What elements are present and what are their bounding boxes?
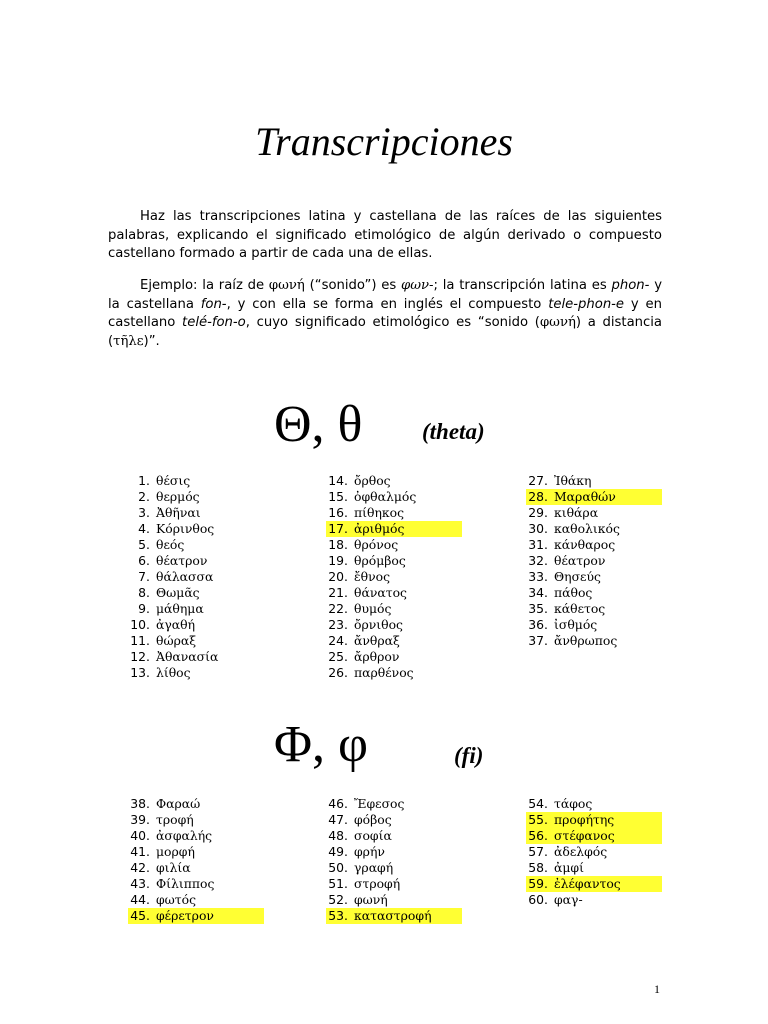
- item-number: 52.: [328, 892, 348, 907]
- item-number: 45.: [130, 908, 150, 923]
- item-number: 32.: [528, 553, 548, 568]
- example-text: ; la transcripción latina es: [433, 278, 612, 294]
- item-number: 28.: [528, 489, 548, 504]
- list-item: [128, 553, 218, 569]
- greek-word: πάθος: [554, 585, 593, 600]
- item-number: 49.: [328, 844, 348, 859]
- list-item: [128, 633, 218, 649]
- greek-word: Ἰθάκη: [554, 473, 592, 488]
- list-item: [128, 473, 218, 489]
- list-item: [326, 505, 462, 521]
- greek-word: Κόρινθος: [156, 521, 215, 536]
- item-number: 27.: [528, 473, 548, 488]
- example-greek-word: φωνή: [539, 315, 576, 331]
- list-item: [128, 860, 264, 876]
- greek-word: κάνθαρος: [554, 537, 616, 552]
- example-text: , y con ella se forma en inglés el compuesto: [226, 296, 549, 312]
- greek-word: θεός: [156, 537, 185, 552]
- greek-word: θρόνος: [354, 537, 399, 552]
- greek-word: στροφή: [354, 876, 401, 891]
- list-item: [326, 812, 462, 828]
- item-number: 50.: [328, 860, 348, 875]
- greek-word: ἄνθραξ: [354, 633, 400, 648]
- instructions-paragraph: Haz las transcripciones latina y castellana de las raíces de las siguientes palabras, explicando el significado etimológico de algún derivado o compuesto castellano formado a partir de cada una de ellas.: [108, 209, 662, 262]
- item-number: 3.: [138, 505, 150, 520]
- item-number: 2.: [138, 489, 150, 504]
- greek-word: μάθημα: [156, 601, 204, 616]
- item-number: 55.: [528, 812, 548, 827]
- greek-word: Θησεύς: [554, 569, 601, 584]
- item-number: 33.: [528, 569, 548, 584]
- list-item: [326, 860, 462, 876]
- greek-word: φαγ-: [554, 892, 583, 907]
- greek-word: ἄνθρωπος: [554, 633, 618, 648]
- list-item: [326, 489, 462, 505]
- word-list-column: [326, 796, 462, 924]
- greek-word: ὀφθαλμός: [354, 489, 417, 504]
- list-item: [526, 812, 662, 828]
- greek-word: Θωμᾶς: [156, 585, 200, 600]
- example-text: ) a distancia (: [108, 315, 663, 349]
- list-item: [326, 585, 462, 601]
- item-number: 29.: [528, 505, 548, 520]
- list-item: [526, 601, 662, 617]
- item-number: 59.: [528, 876, 548, 891]
- example-text: (“sonido”) es: [304, 278, 402, 294]
- list-item: [128, 601, 218, 617]
- item-number: 17.: [328, 521, 348, 536]
- greek-word: παρθένος: [354, 665, 414, 680]
- greek-word: Ἀθανασία: [156, 649, 219, 664]
- greek-word: θυμός: [354, 601, 392, 616]
- list-item: [326, 473, 462, 489]
- example-greek-word: φωνή: [268, 278, 305, 294]
- theta-letters: Θ, θ: [274, 396, 363, 453]
- greek-word: ἀγαθή: [156, 617, 196, 632]
- list-item: [526, 585, 662, 601]
- greek-word: θρόμβος: [354, 553, 406, 568]
- list-item: [526, 876, 662, 892]
- item-number: 5.: [138, 537, 150, 552]
- greek-word: φιλία: [156, 860, 191, 875]
- item-number: 36.: [528, 617, 548, 632]
- word-list-column: [128, 796, 264, 924]
- item-number: 56.: [528, 828, 548, 843]
- item-number: 14.: [328, 473, 348, 488]
- greek-word: φωνή: [354, 892, 388, 907]
- greek-word: πίθηκος: [354, 505, 405, 520]
- greek-word: Μαραθών: [554, 489, 616, 504]
- list-item: [128, 844, 264, 860]
- list-item: [526, 553, 662, 569]
- greek-word: θάνατος: [354, 585, 407, 600]
- list-item: [526, 844, 662, 860]
- item-number: 7.: [138, 569, 150, 584]
- list-item: [128, 665, 218, 681]
- word-list-column: [326, 473, 462, 681]
- greek-word: θέσις: [156, 473, 191, 488]
- list-item: [128, 489, 218, 505]
- list-item: [128, 828, 264, 844]
- greek-word: ἄρθρον: [354, 649, 400, 664]
- word-list-column: [526, 473, 662, 649]
- item-number: 47.: [328, 812, 348, 827]
- item-number: 51.: [328, 876, 348, 891]
- list-item: [526, 473, 662, 489]
- list-item: [526, 505, 662, 521]
- item-number: 38.: [130, 796, 150, 811]
- list-item: [326, 601, 462, 617]
- list-item: [526, 633, 662, 649]
- example-text: y en castellano: [108, 296, 662, 331]
- item-number: 6.: [138, 553, 150, 568]
- word-list-column: [526, 796, 662, 908]
- greek-word: καθολικός: [554, 521, 620, 536]
- greek-word: γραφή: [354, 860, 394, 875]
- item-number: 46.: [328, 796, 348, 811]
- item-number: 40.: [130, 828, 150, 843]
- list-item: [326, 665, 462, 681]
- list-item: [526, 617, 662, 633]
- item-number: 18.: [328, 537, 348, 552]
- list-item: [326, 876, 462, 892]
- greek-word: σοφία: [354, 828, 392, 843]
- greek-word: ἰσθμός: [554, 617, 598, 632]
- greek-word: ἀδελφός: [554, 844, 608, 859]
- item-number: 31.: [528, 537, 548, 552]
- page-title: Transcripciones: [255, 119, 513, 164]
- item-number: 43.: [130, 876, 150, 891]
- list-item: [526, 521, 662, 537]
- list-item: [128, 892, 264, 908]
- greek-word: φέρετρον: [156, 908, 214, 923]
- list-item: [128, 876, 264, 892]
- item-number: 25.: [328, 649, 348, 664]
- greek-word: θερμός: [156, 489, 200, 504]
- list-item: [526, 489, 662, 505]
- list-item: [326, 892, 462, 908]
- list-item: [526, 796, 662, 812]
- item-number: 10.: [130, 617, 150, 632]
- list-item: [128, 585, 218, 601]
- greek-word: στέφανος: [554, 828, 615, 843]
- greek-word: ἔθνος: [354, 569, 391, 584]
- example-spanish-root: fon-: [200, 296, 227, 312]
- example-spanish-compound: telé-fon-o: [182, 315, 246, 331]
- list-item: [128, 617, 218, 633]
- example-text: )”.: [143, 333, 160, 349]
- list-item: [526, 828, 662, 844]
- greek-word: λίθος: [156, 665, 191, 680]
- item-number: 11.: [130, 633, 150, 648]
- greek-word: προφήτης: [554, 812, 615, 827]
- greek-word: φόβος: [354, 812, 392, 827]
- greek-word: Ἀθῆναι: [156, 505, 201, 520]
- list-item: [326, 537, 462, 553]
- greek-word: κάθετος: [554, 601, 606, 616]
- item-number: 21.: [328, 585, 348, 600]
- theta-name: (theta): [422, 419, 485, 444]
- list-item: [128, 505, 218, 521]
- greek-word: Ἔφεσος: [354, 796, 405, 811]
- item-number: 16.: [328, 505, 348, 520]
- example-greek-word: τῆλε: [113, 333, 144, 349]
- example-text: Ejemplo: la raíz de: [140, 278, 269, 294]
- fi-name: (fi): [454, 743, 484, 768]
- example-text: y la castellana: [108, 278, 662, 312]
- item-number: 4.: [138, 521, 150, 536]
- greek-word: ὄρθος: [354, 473, 391, 488]
- greek-word: ἀσφαλής: [156, 828, 213, 843]
- list-item: [128, 521, 218, 537]
- fi-letters: Φ, φ: [274, 716, 369, 773]
- item-number: 39.: [130, 812, 150, 827]
- greek-word: θέατρον: [156, 553, 208, 568]
- item-number: 37.: [528, 633, 548, 648]
- greek-word: Φαραώ: [156, 796, 201, 811]
- list-item: [128, 908, 264, 924]
- item-number: 12.: [130, 649, 150, 664]
- example-english-compound: tele-phon-e: [548, 296, 625, 312]
- greek-word: τάφος: [554, 796, 593, 811]
- item-number: 8.: [138, 585, 150, 600]
- greek-word: Φίλιππος: [156, 876, 215, 891]
- example-paragraph: [108, 277, 662, 351]
- list-item: [326, 553, 462, 569]
- list-item: [526, 537, 662, 553]
- item-number: 1.: [138, 473, 150, 488]
- item-number: 26.: [328, 665, 348, 680]
- item-number: 57.: [528, 844, 548, 859]
- greek-word: ἀριθμός: [354, 521, 405, 536]
- list-item: [326, 633, 462, 649]
- item-number: 24.: [328, 633, 348, 648]
- item-number: 13.: [130, 665, 150, 680]
- example-latin-root: phon-: [611, 278, 650, 294]
- greek-word: καταστροφή: [354, 908, 432, 923]
- greek-word: κιθάρα: [554, 505, 599, 520]
- item-number: 60.: [528, 892, 548, 907]
- list-item: [526, 860, 662, 876]
- list-item: [526, 892, 662, 908]
- list-item: [326, 796, 462, 812]
- item-number: 53.: [328, 908, 348, 923]
- page-number: 1: [654, 982, 660, 996]
- list-item: [128, 796, 264, 812]
- list-item: [326, 844, 462, 860]
- greek-word: ἐλέφαντος: [554, 876, 621, 891]
- list-item: [326, 569, 462, 585]
- greek-word: θάλασσα: [156, 569, 214, 584]
- greek-word: θώραξ: [156, 633, 197, 648]
- list-item: [128, 812, 264, 828]
- list-item: [326, 649, 462, 665]
- example-text: , cuyo significado etimológico es “sonido (: [245, 315, 540, 331]
- item-number: 15.: [328, 489, 348, 504]
- example-greek-root: φων-: [401, 278, 434, 294]
- word-list-column: [128, 473, 218, 681]
- item-number: 9.: [138, 601, 150, 616]
- list-item: [526, 569, 662, 585]
- greek-word: φωτός: [156, 892, 197, 907]
- item-number: 35.: [528, 601, 548, 616]
- item-number: 19.: [328, 553, 348, 568]
- item-number: 54.: [528, 796, 548, 811]
- list-item: [128, 649, 218, 665]
- item-number: 44.: [130, 892, 150, 907]
- greek-word: ὄρνιθος: [354, 617, 403, 632]
- item-number: 34.: [528, 585, 548, 600]
- greek-word: μορφή: [156, 844, 195, 859]
- greek-word: φρήν: [354, 844, 385, 859]
- list-item: [326, 521, 462, 537]
- item-number: 30.: [528, 521, 548, 536]
- item-number: 23.: [328, 617, 348, 632]
- item-number: 41.: [130, 844, 150, 859]
- item-number: 42.: [130, 860, 150, 875]
- list-item: [128, 537, 218, 553]
- item-number: 22.: [328, 601, 348, 616]
- list-item: [128, 569, 218, 585]
- greek-word: τροφή: [156, 812, 194, 827]
- item-number: 58.: [528, 860, 548, 875]
- greek-word: θέατρον: [554, 553, 606, 568]
- greek-word: ἀμφί: [554, 860, 584, 875]
- list-item: [326, 828, 462, 844]
- list-item: [326, 908, 462, 924]
- list-item: [326, 617, 462, 633]
- item-number: 48.: [328, 828, 348, 843]
- item-number: 20.: [328, 569, 348, 584]
